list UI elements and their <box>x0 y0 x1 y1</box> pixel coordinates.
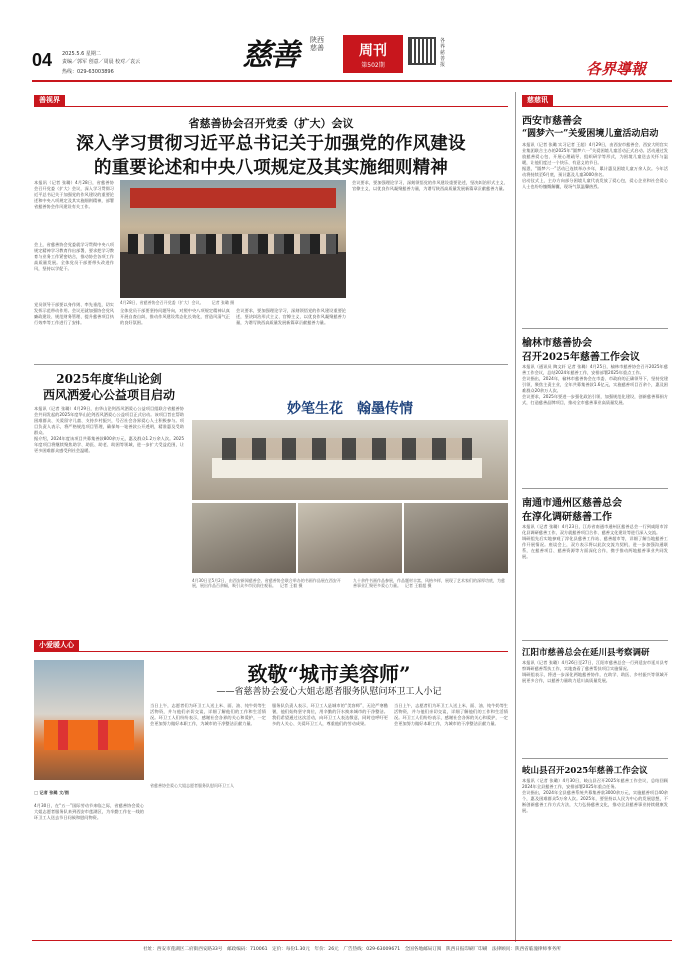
weekly-badge <box>343 35 403 73</box>
section-line-love <box>34 651 508 652</box>
logo-sub: 陕西慈善 <box>310 36 324 52</box>
article2-text: 本报讯（记者 张璐）4月29日，由华山论剑西风洒爱心公益项目组联合省慈善协会共同发起的2025年度华山论剑西风洒爱心公益项目正式启动。该项目旨在帮助困难群众、关爱留守儿童、支持乡村振兴，号召社会各界爱心人士积极参与。项目负责人表示，将严格规范项目管理，确保每一笔善款公开透明，精准惠及受助群众。 据介绍，2024年度该项目共募集善款800余万元，惠及群众1.2万余人次。2025年度项目将继续聚焦助学、助医、助老、助困等领域，进一步扩大受益范围，让更多困难群众感受到社会温暖。 <box>34 406 184 453</box>
article2-subtitle: 西风洒爱心公益项目启动 <box>42 388 175 402</box>
exhibit-photo-2 <box>298 503 402 573</box>
lead-body2: 党员领导干部要以身作则、率先垂范，切实发挥示范带动作用。会议还就加强协会党风廉政建设、规范财务管理、提升慈善项目执行效率等工作进行了安排。 <box>34 302 114 325</box>
section-tag-love: 小爱暖人心 <box>34 640 79 651</box>
feature-subtitle: ——省慈善协会爱心大姐志愿者服务队慰问环卫工人小记 <box>216 687 442 697</box>
exhibit-photo-1 <box>192 503 296 573</box>
lead-col3: 全体党员干部要坚持问题导向，对照中央八项规定精神认真开展自查自纠，推动作风建设常态化长效化，营造风清气正的良好氛围。 <box>120 308 230 325</box>
right-divider-3 <box>522 640 668 641</box>
issue-number: 第502期 <box>361 62 385 69</box>
logo-chars: 慈善 <box>242 38 298 73</box>
masthead <box>0 0 700 82</box>
right-a5-title: 岐山县召开2025年慈善工作会议 <box>522 766 648 776</box>
feature-photo <box>34 660 144 780</box>
lead-col5: 会议要求，要加强理论学习，深刻领悟党的作风建设重要论述，坚决纠治形式主义、官僚主义，以优良作风凝聚慈善力量，为谱写陕西高质量发展新篇章贡献慈善力量。 <box>352 180 508 191</box>
painters <box>222 438 472 460</box>
lead-photo <box>120 180 346 298</box>
footer-rule <box>32 940 672 941</box>
lead-byline: 本报讯（记者 张璐）4月28日，省慈善协会召开党委（扩大）会议，深入学习贯彻习近平总书记关于加强党的作风建设的重要论述和中央八项规定及其实施细则精神，部署省慈善协会作风建设有关工作。 <box>34 180 114 209</box>
issue-phone: 热线：029-63003896 <box>62 69 114 75</box>
exhibit-title: 妙笔生花 翰墨传情 <box>287 401 413 417</box>
section-tag-left: 善视界 <box>34 95 65 106</box>
feature-title: 致敬“城市美容师” <box>247 662 411 686</box>
feature-text1: 4月30日，在“五一”国际劳动节来临之际，省慈善协会爱心大姐志愿者服务队来到西安市莲湖区，为辛勤工作在一线的环卫工人送去节日问候和慰问物资。 <box>34 803 144 820</box>
feature-text2: 当日上午，志愿者们为环卫工人送上米、面、油、纯牛奶等生活物资，并与他们亲切交谈，详细了解他们的工作和生活情况。环卫工人们纷纷表示，感谢社会各界的关心和爱护，一定会更加努力做好本职工作，为城市的干净整洁贡献力量。 <box>150 703 266 726</box>
lead-title-line2: 的重要论述和中央八项规定及其实施细则精神 <box>94 158 448 178</box>
qr-label: 各界慈善报 <box>440 38 446 68</box>
right-a4-title: 江阳市慈善总会在延川县考察调研 <box>522 648 650 658</box>
logo <box>242 30 332 75</box>
meeting-banner <box>130 188 336 208</box>
right-a3-subtitle: 在淳化调研慈善工作 <box>522 512 612 523</box>
qr-code[interactable] <box>408 37 436 65</box>
section-line-right <box>522 106 668 107</box>
lead-photo-caption: 4月28日，省慈善协会召开党委（扩大）会议。 记者 张璐 摄 <box>120 300 235 305</box>
section-line-left <box>34 106 508 107</box>
feature-text4: 当日上午，志愿者们为环卫工人送上米、面、油、纯牛奶等生活物资，并与他们亲切交谈，详细了解他们的工作和生活情况。环卫工人们纷纷表示，感谢社会各界的关心和爱护，一定会更加努力做好本职工作，为城市的干净整洁贡献力量。 <box>394 703 508 726</box>
right-a1-text: 本报讯（记者 张璐 实习记者 王超）4月29日，由西安市慈善会、西安大明宫实业集团联合主办的2025年“圆梦六一”关爱困境儿童活动正式启动。活动通过发放慈善爱心包、开展心理疏导、组织研学等形式，为困境儿童送去关怀与温暖，让他们度过一个快乐、有意义的节日。 据悉，“圆梦六一”活动已连续举办多年，累计惠及困境儿童万余人次。今年活动将持续至6月底，预计惠及儿童3000余名。 启动仪式上，主办方向部分困境儿童代表发放了爱心包，爱心企业和社会爱心人士也纷纷慷慨解囊，现场气氛温馨热烈。 <box>522 142 668 189</box>
right-a1-subtitle: “圆梦六一”关爱困境儿童活动启动 <box>522 129 659 139</box>
right-a5-text: 本报讯（记者 张璐）4月30日，岐山县召开2025年慈善工作会议，总结回顾2024年全县慈善工作，安排部署2025年重点任务。 会议指出，2024年全县慈善系统共募集善款3000余万元，实施慈善项目40余个，惠及困难群众5万余人次。2025年，要坚持以人民为中心的发展思想，不断创新慈善工作方式方法，大力弘扬慈善文化，推动全县慈善事业持续健康发展。 <box>522 778 668 813</box>
worker-vests <box>44 720 134 750</box>
section-title: 各界導報 <box>586 60 647 78</box>
meeting-table <box>120 252 346 298</box>
right-divider-4 <box>522 758 668 759</box>
lead-body1: 会上，省慈善协会党委就学习贯彻中央八项规定精神学习教育作出部署，要求把学习教育与业务工作紧密结合，推动协会各项工作高质量发展。全体党员干部要带头改进作风，坚持以学促干。 <box>34 242 114 271</box>
right-a4-text: 本报讯（记者 张璐）4月26日至27日，江阳市慈善总会一行到延安市延川县考察调研慈善帮扶工作，实地查看了慈善帮扶项目实施情况。 调研组表示，将进一步深化两地慈善协作，在助学、助医、乡村振兴等领域开展更多合作，以慈善力量助力延川高质量发展。 <box>522 660 668 683</box>
footer-text: 社址：西安市莲湖区二府街西安路33号 邮政编码：710061 定价：每份1.30元 年价：26元 广告热线：029-63009671 全国各地邮局订阅 陕西日报印刷厂印刷 法律顾问：陕西省临潼律师事务所 <box>143 947 561 952</box>
right-a2-title: 榆林市慈善协会 <box>522 338 592 349</box>
right-a1-title: 西安市慈善会 <box>522 116 582 127</box>
right-divider-1 <box>522 328 668 329</box>
exhibit-block <box>192 368 508 618</box>
feature-photo-caption: 省慈善协会爱心大姐志愿者服务队慰问环卫工人 <box>150 783 234 788</box>
issue-editors: 责编／郭军 创意／周晨 校对／袁云 <box>62 59 141 65</box>
feature-byline: □ 记者 张璐 文/图 <box>34 790 69 795</box>
lead-title-line1: 深入学习贯彻习近平总书记关于加强党的作风建设 <box>76 134 466 154</box>
exhibit-photo-3 <box>404 503 508 573</box>
feature-text3: 服务队负责人表示，环卫工人是城市的“美容师”，无论严寒酷暑，他们始终坚守岗位，用辛勤的汗水换来城市的干净整洁。我们希望通过这次活动，向环卫工人表达敬意，同时也呼吁更多的人关心、关爱环卫工人，尊重他们的劳动成果。 <box>272 703 388 726</box>
exhibit-caption-left: 4月30日至5月2日，由西安新闻慈善会、省慈善协会联合举办的书画作品展在西安开展，展出作品百余幅，吸引众多市民前往观看。 记者 王毅 摄 <box>192 578 341 588</box>
meeting-attendees <box>128 234 338 254</box>
exhibit-caption-right: 九十余件书画作品参展，作品题材丰富、风格多样，展现了艺术家们的深厚功底，为慈善事业汇聚更多爱心力量。 记者 王毅超 摄 <box>353 578 505 588</box>
right-a3-text: 本报讯（记者 张璐）4月23日，江苏省南通市通州区慈善总会一行到咸阳市淳化县调研慈善工作，双方就慈善项目合作、慈善文化建设等进行深入交流。 调研组先后实地参观了淳化县慈善工作站、慈善超市等，详细了解当地慈善工作开展情况。座谈会上，双方表示将以此次交流为契机，进一步加强沟通联系，在慈善项目、慈善资源等方面深化合作，携手推动两地慈善事业共同发展。 <box>522 524 668 559</box>
page-number: 04 <box>32 50 53 70</box>
exhibit-photo-main <box>192 420 508 500</box>
right-a3-title: 南通市通州区慈善总会 <box>522 498 622 509</box>
article2-title: 2025年度华山论剑 <box>56 372 162 386</box>
right-divider-2 <box>522 488 668 489</box>
weekly-label: 周刊 <box>359 43 387 59</box>
column-divider <box>515 92 516 942</box>
right-a2-text: 本报讯（通讯员 陶文轩 记者 张璐）4月25日，榆林市慈善协会召开2025年慈善工作会议，总结2024年慈善工作，安排部署2025年重点工作。 会议指出，2024年，榆林市慈善协会在市委、市政府的正确领导下，坚持党建引领，聚焦主责主业，全年共募集善款1.6亿元，实施慈善项目百余个，惠及困难群众20余万人次。 会议要求，2025年要进一步强化政治引领，加强规范化建设，创新慈善募捐方式，打造慈善品牌项目，推动全市慈善事业高质量发展。 <box>522 364 668 405</box>
issue-date: 2025.5.6 星期二 <box>62 51 101 57</box>
lead-kicker: 省慈善协会召开党委（扩大）会议 <box>188 117 354 130</box>
masthead-rule <box>32 80 672 82</box>
lead-col4: 会议要求，要加强理论学习，深刻领悟党的作风建设重要论述，坚决纠治形式主义、官僚主义，以优良作风凝聚慈善力量，为谱写陕西高质量发展新篇章贡献慈善力量。 <box>236 308 346 325</box>
section-tag-right: 慈慈讯 <box>522 95 553 106</box>
right-a2-subtitle: 召开2025年慈善工作会议 <box>522 352 640 363</box>
divider-lead <box>34 364 508 365</box>
calligraphy-table <box>212 458 482 478</box>
